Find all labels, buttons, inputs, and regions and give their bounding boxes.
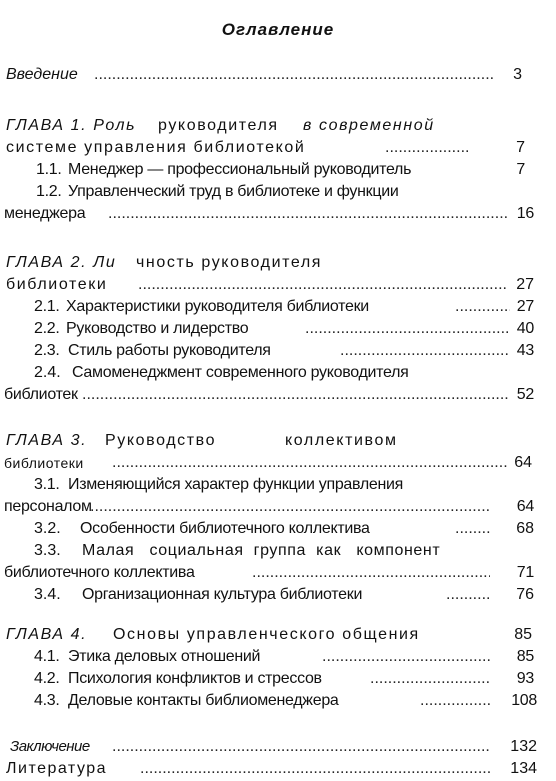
toc-dot-leader [305, 318, 510, 340]
toc-entry-3-4 [0, 584, 556, 606]
chapter-title-part: руководителя [158, 117, 279, 134]
chapter-1-heading [0, 115, 556, 137]
chapter-title-part: системе управления библиотекой [6, 137, 307, 159]
toc-entry-4-3 [0, 690, 556, 712]
toc-entry-1-2-line2 [0, 203, 556, 225]
toc-entry-label: персоналом [4, 496, 94, 518]
chapter-title-part: библиотеки [4, 452, 86, 474]
toc-entry-2-3 [0, 340, 556, 362]
section-number: 3.3. [34, 542, 61, 559]
toc-entry-3-3-line2 [0, 562, 556, 584]
toc-dot-leader [138, 274, 508, 296]
toc-entry-label: библиотечного коллектива [4, 562, 197, 584]
toc-entry-2-2 [0, 318, 556, 340]
toc-page-number: 40 [516, 320, 534, 337]
toc-entry-label: Изменяющийся характер функции управления [68, 476, 404, 493]
toc-entry-label: Стиль работы руководителя [68, 340, 273, 362]
toc-entry-literature [0, 758, 556, 780]
toc-dot-leader [455, 296, 510, 318]
toc-entry-2-4 [0, 362, 556, 384]
toc-dot-leader [385, 137, 470, 159]
toc-dot-leader [112, 736, 490, 758]
section-number: 1.2. [36, 183, 62, 200]
chapter-title-part: Руководство [105, 432, 217, 449]
chapter-label: ГЛАВА 4. [6, 626, 88, 643]
chapter-2-heading-line2 [0, 274, 556, 296]
toc-entry-label: Литература [6, 758, 109, 780]
toc-page-number: 64 [516, 498, 534, 515]
toc-dot-leader [112, 452, 508, 474]
toc-page-number: 16 [516, 205, 534, 222]
toc-page-number: 85 [514, 626, 532, 643]
chapter-2-heading [0, 252, 556, 274]
toc-dot-leader [82, 384, 510, 406]
toc-entry-label: Самоменеджмент современного руководителя [72, 364, 409, 381]
toc-page-number: 7 [516, 161, 525, 178]
toc-page-number: 85 [516, 648, 534, 665]
toc-page-number: 132 [510, 738, 537, 755]
toc-entry-label: Заключение [10, 736, 92, 758]
toc-page-number: 3 [513, 66, 522, 83]
toc-page-number: 7 [516, 139, 525, 156]
toc-entry-label: библиотек [4, 384, 80, 406]
toc-entry-conclusion [0, 736, 556, 758]
toc-entry-label: Характеристики руководителя библиотеки [66, 296, 371, 318]
toc-entry-3-3 [0, 540, 556, 562]
toc-entry-label: Введение [6, 64, 80, 86]
chapter-title-part: Основы управленческого общения [113, 626, 420, 643]
toc-entry-label: Организационная культура библиотеки [82, 584, 364, 606]
chapter-title-part: коллективом [285, 432, 398, 449]
toc-entry-3-1 [0, 474, 556, 496]
toc-page-number: 134 [510, 760, 537, 777]
toc-dot-leader [108, 203, 508, 225]
toc-dot-leader [252, 562, 490, 584]
toc-dot-leader [322, 646, 490, 668]
section-number: 4.2. [34, 670, 60, 687]
toc-entry-label: Этика деловых отношений [68, 646, 262, 668]
chapter-label: ГЛАВА 2. Ли [6, 254, 117, 271]
chapter-title-part: чность руководителя [136, 254, 323, 271]
toc-dot-leader [94, 64, 494, 86]
toc-entry-label: Деловые контакты библиоменеджера [68, 690, 341, 712]
toc-dot-leader [446, 584, 490, 606]
toc-page-number: 52 [516, 386, 534, 403]
toc-dot-leader [420, 690, 490, 712]
toc-entry-2-4-line2 [0, 384, 556, 406]
section-number: 1.1. [36, 161, 62, 178]
toc-entry-4-1 [0, 646, 556, 668]
toc-entry-intro [0, 64, 556, 86]
section-number: 2.4. [34, 364, 61, 381]
chapter-4-heading [0, 624, 556, 646]
section-number: 4.3. [34, 692, 60, 709]
toc-entry-3-1-line2 [0, 496, 556, 518]
toc-page-number: 27 [516, 298, 534, 315]
section-number: 2.1. [34, 298, 60, 315]
toc-page-number: 76 [516, 586, 534, 603]
toc-dot-leader [340, 340, 510, 362]
chapter-title-part: в современной [303, 117, 435, 134]
section-number: 3.2. [34, 520, 61, 537]
toc-entry-1-2 [0, 181, 556, 203]
section-number: 3.1. [34, 476, 60, 493]
toc-page-number: 71 [516, 564, 534, 581]
toc-dot-leader [455, 518, 490, 540]
toc-entry-2-1 [0, 296, 556, 318]
toc-page-number: 43 [516, 342, 534, 359]
toc-entry-label: менеджера [4, 203, 87, 225]
toc-entry-label: Управленческий труд в библиотеке и функции [68, 183, 399, 200]
toc-dot-leader [90, 496, 490, 518]
section-number: 4.1. [34, 648, 60, 665]
toc-entry-label: Руководство и лидерство [66, 318, 250, 340]
chapter-label: ГЛАВА 3. [6, 432, 88, 449]
toc-page-number: 68 [516, 520, 534, 537]
toc-page-number: 93 [516, 670, 534, 687]
toc-page-number: 108 [511, 692, 537, 709]
toc-entry-3-2 [0, 518, 556, 540]
chapter-label: ГЛАВА 1. Роль [6, 117, 137, 134]
chapter-title-part: библиотеки [6, 274, 109, 296]
toc-entry-label: Менеджер — профессиональный руководитель [68, 161, 412, 178]
section-number: 2.2. [34, 320, 60, 337]
toc-entry-label: Особенности библиотечного коллектива [80, 518, 372, 540]
toc-dot-leader [140, 758, 490, 780]
chapter-3-heading-line2 [0, 452, 556, 474]
chapter-3-heading [0, 430, 556, 452]
toc-entry-4-2 [0, 668, 556, 690]
toc-entry-label: Малая социальная группа как компонент [82, 542, 441, 559]
toc-dot-leader [370, 668, 490, 690]
section-number: 2.3. [34, 342, 60, 359]
toc-page-number: 64 [514, 454, 532, 471]
toc-entry-label: Психология конфликтов и стрессов [68, 668, 324, 690]
toc-entry-1-1 [0, 159, 556, 181]
section-number: 3.4. [34, 586, 61, 603]
toc-page-number: 27 [516, 276, 534, 293]
chapter-1-heading-line2 [0, 137, 556, 159]
toc-title: Оглавление [221, 20, 335, 39]
